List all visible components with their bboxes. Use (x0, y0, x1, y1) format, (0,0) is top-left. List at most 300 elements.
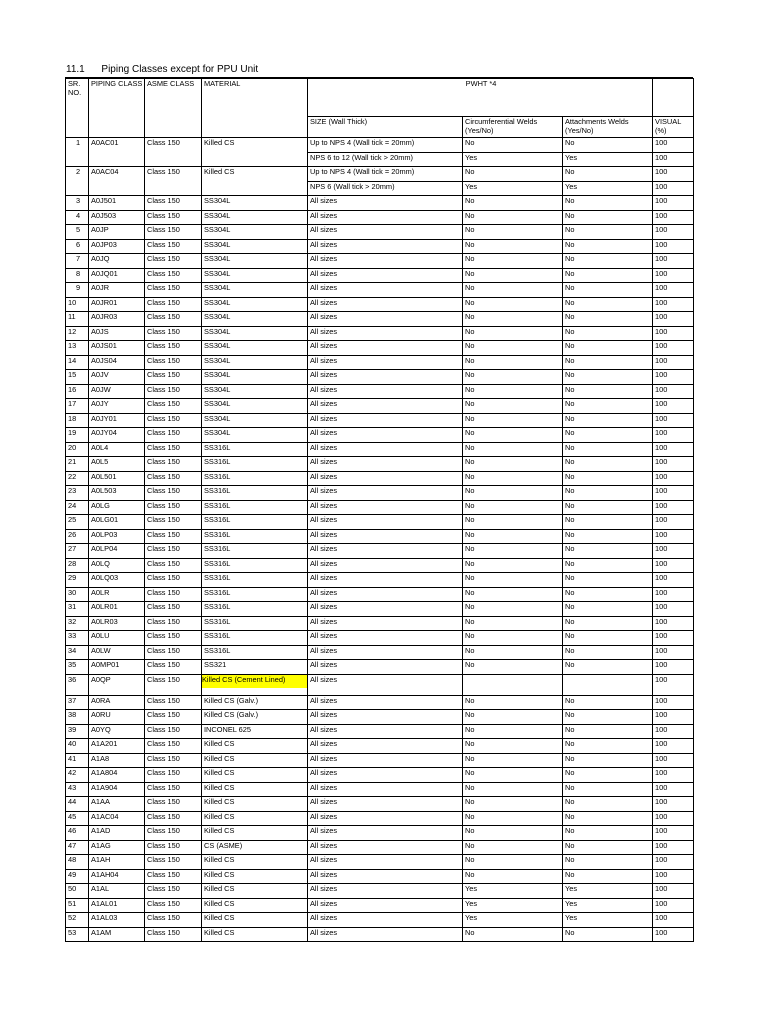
material-cell: SS304L (202, 326, 308, 341)
attachment-welds-cell: Yes (563, 913, 653, 928)
material-cell: SS316L (202, 602, 308, 617)
attachment-welds-cell: No (563, 239, 653, 254)
circumferential-welds-cell: No (463, 724, 563, 739)
visual-cell: 100 (653, 674, 694, 695)
attachment-welds-cell: No (563, 326, 653, 341)
size-cell: All sizes (308, 724, 463, 739)
piping-class-cell: A0LQ (89, 558, 145, 573)
header-attachment-welds: Attachments Welds (Yes/No) (563, 117, 653, 138)
material-cell: SS304L (202, 210, 308, 225)
circumferential-welds-cell: No (463, 811, 563, 826)
attachment-welds-cell: No (563, 724, 653, 739)
visual-cell: 100 (653, 268, 694, 283)
size-cell: All sizes (308, 855, 463, 870)
sr-no-cell: 20 (66, 442, 89, 457)
size-cell: All sizes (308, 826, 463, 841)
attachment-welds-cell: No (563, 399, 653, 414)
table-row (66, 927, 694, 942)
piping-class-cell: A0JP (89, 225, 145, 240)
piping-class-cell: A0LR01 (89, 602, 145, 617)
material-cell: SS304L (202, 413, 308, 428)
piping-class-cell: A0MP01 (89, 660, 145, 675)
sr-no-cell: 44 (66, 797, 89, 812)
size-cell: All sizes (308, 869, 463, 884)
sr-no-cell: 39 (66, 724, 89, 739)
table-row (66, 384, 694, 399)
table-row (66, 724, 694, 739)
table-row (66, 855, 694, 870)
attachment-welds-cell: No (563, 753, 653, 768)
asme-class-cell: Class 150 (145, 660, 202, 675)
visual-cell: 100 (653, 884, 694, 899)
attachment-welds-cell: No (563, 297, 653, 312)
asme-class-cell: Class 150 (145, 399, 202, 414)
sr-no-cell: 24 (66, 500, 89, 515)
visual-cell: 100 (653, 631, 694, 646)
table-row (66, 297, 694, 312)
visual-cell: 100 (653, 384, 694, 399)
attachment-welds-cell: No (563, 869, 653, 884)
attachment-welds-cell: No (563, 797, 653, 812)
visual-cell: 100 (653, 753, 694, 768)
table-row (66, 884, 694, 899)
sr-no-cell: 9 (66, 283, 89, 298)
visual-cell: 100 (653, 152, 694, 167)
size-cell: All sizes (308, 196, 463, 211)
visual-cell: 100 (653, 768, 694, 783)
table-row (66, 312, 694, 327)
attachment-welds-cell: Yes (563, 181, 653, 196)
sr-no-cell: 2 (66, 167, 89, 196)
visual-cell: 100 (653, 573, 694, 588)
material-cell: SS316L (202, 515, 308, 530)
visual-cell: 100 (653, 826, 694, 841)
circumferential-welds-cell: No (463, 710, 563, 725)
material-cell: SS316L (202, 544, 308, 559)
piping-class-cell: A0JS04 (89, 355, 145, 370)
visual-cell: 100 (653, 196, 694, 211)
piping-class-cell: A0JV (89, 370, 145, 385)
size-cell: NPS 6 to 12 (Wall tick > 20mm) (308, 152, 463, 167)
piping-class-cell: A0LG01 (89, 515, 145, 530)
circumferential-welds-cell: No (463, 370, 563, 385)
material-cell: SS316L (202, 616, 308, 631)
visual-cell: 100 (653, 312, 694, 327)
piping-class-cell: A0LP03 (89, 529, 145, 544)
size-cell: All sizes (308, 225, 463, 240)
visual-cell: 100 (653, 898, 694, 913)
asme-class-cell: Class 150 (145, 797, 202, 812)
sr-no-cell: 52 (66, 913, 89, 928)
circumferential-welds-cell: No (463, 695, 563, 710)
material-cell: Killed CS (202, 782, 308, 797)
visual-cell: 100 (653, 486, 694, 501)
material-cell: Killed CS (202, 739, 308, 754)
piping-class-cell: A0QP (89, 674, 145, 695)
attachment-welds-cell: No (563, 660, 653, 675)
sr-no-cell: 23 (66, 486, 89, 501)
circumferential-welds-cell: No (463, 602, 563, 617)
material-cell: INCONEL 625 (202, 724, 308, 739)
piping-class-cell: A0L4 (89, 442, 145, 457)
table-row (66, 225, 694, 240)
attachment-welds-cell: No (563, 457, 653, 472)
material-cell: SS316L (202, 471, 308, 486)
asme-class-cell: Class 150 (145, 500, 202, 515)
material-cell: SS304L (202, 297, 308, 312)
sr-no-cell: 11 (66, 312, 89, 327)
asme-class-cell: Class 150 (145, 529, 202, 544)
asme-class-cell: Class 150 (145, 297, 202, 312)
material-cell: SS316L (202, 500, 308, 515)
circumferential-welds-cell: No (463, 341, 563, 356)
sr-no-cell: 45 (66, 811, 89, 826)
piping-class-cell: A1AH (89, 855, 145, 870)
asme-class-cell: Class 150 (145, 826, 202, 841)
size-cell: Up to NPS 4 (Wall tick = 20mm) (308, 138, 463, 153)
size-cell: All sizes (308, 297, 463, 312)
table-row (66, 558, 694, 573)
material-cell: SS304L (202, 254, 308, 269)
header-asme-class: ASME CLASS (145, 79, 202, 138)
visual-cell: 100 (653, 739, 694, 754)
material-cell: Killed CS (202, 797, 308, 812)
asme-class-cell: Class 150 (145, 811, 202, 826)
asme-class-cell: Class 150 (145, 138, 202, 167)
material-cell: SS304L (202, 341, 308, 356)
material-cell: Killed CS (202, 884, 308, 899)
piping-class-cell: A0AC01 (89, 138, 145, 167)
sr-no-cell: 42 (66, 768, 89, 783)
size-cell: All sizes (308, 660, 463, 675)
sr-no-cell: 29 (66, 573, 89, 588)
piping-class-cell: A1A201 (89, 739, 145, 754)
material-cell: SS321 (202, 660, 308, 675)
header-pwht: PWHT *4 (308, 79, 653, 117)
size-cell: All sizes (308, 573, 463, 588)
sr-no-cell: 40 (66, 739, 89, 754)
piping-class-cell: A0L501 (89, 471, 145, 486)
material-cell: Killed CS (202, 811, 308, 826)
material-cell (202, 674, 308, 695)
sr-no-cell: 17 (66, 399, 89, 414)
asme-class-cell: Class 150 (145, 370, 202, 385)
size-cell: All sizes (308, 913, 463, 928)
material-cell: Killed CS (202, 768, 308, 783)
size-cell: All sizes (308, 341, 463, 356)
material-cell: Killed CS (202, 898, 308, 913)
piping-class-cell: A0LR (89, 587, 145, 602)
circumferential-welds-cell: No (463, 428, 563, 443)
circumferential-welds-cell: Yes (463, 898, 563, 913)
size-cell: All sizes (308, 471, 463, 486)
attachment-welds-cell: No (563, 486, 653, 501)
circumferential-welds-cell: No (463, 283, 563, 298)
highlight-mark: Killed CS (Cement Lined) (202, 675, 308, 688)
asme-class-cell: Class 150 (145, 558, 202, 573)
table-row (66, 811, 694, 826)
sr-no-cell: 49 (66, 869, 89, 884)
piping-class-cell: A0JR (89, 283, 145, 298)
sr-no-cell: 12 (66, 326, 89, 341)
table-row (66, 138, 694, 153)
visual-cell: 100 (653, 724, 694, 739)
size-cell: All sizes (308, 710, 463, 725)
section-title: Piping Classes except for PPU Unit (101, 64, 259, 75)
visual-cell: 100 (653, 167, 694, 182)
visual-cell: 100 (653, 239, 694, 254)
visual-cell: 100 (653, 782, 694, 797)
asme-class-cell: Class 150 (145, 840, 202, 855)
asme-class-cell: Class 150 (145, 225, 202, 240)
header-piping-class: PIPING CLASS (89, 79, 145, 138)
piping-class-cell: A1AD (89, 826, 145, 841)
size-cell: All sizes (308, 442, 463, 457)
asme-class-cell: Class 150 (145, 544, 202, 559)
sr-no-cell: 32 (66, 616, 89, 631)
circumferential-welds-cell: No (463, 355, 563, 370)
circumferential-welds-cell: No (463, 616, 563, 631)
visual-cell: 100 (653, 558, 694, 573)
material-cell: SS304L (202, 370, 308, 385)
circumferential-welds-cell: Yes (463, 152, 563, 167)
asme-class-cell: Class 150 (145, 573, 202, 588)
attachment-welds-cell: No (563, 384, 653, 399)
piping-class-cell: A1A904 (89, 782, 145, 797)
table-row (66, 869, 694, 884)
asme-class-cell: Class 150 (145, 602, 202, 617)
circumferential-welds-cell: No (463, 826, 563, 841)
attachment-welds-cell: No (563, 254, 653, 269)
visual-cell: 100 (653, 587, 694, 602)
material-cell: Killed CS (202, 167, 308, 196)
material-cell: SS316L (202, 558, 308, 573)
size-cell: All sizes (308, 312, 463, 327)
asme-class-cell: Class 150 (145, 210, 202, 225)
table-row (66, 529, 694, 544)
attachment-welds-cell: No (563, 811, 653, 826)
visual-cell: 100 (653, 515, 694, 530)
size-cell: All sizes (308, 254, 463, 269)
attachment-welds-cell: No (563, 225, 653, 240)
material-cell: Killed CS (Galv.) (202, 710, 308, 725)
size-cell: All sizes (308, 500, 463, 515)
header-visual: VISUAL (%) (653, 117, 694, 138)
material-cell: SS316L (202, 645, 308, 660)
material-cell: Killed CS (202, 869, 308, 884)
sr-no-cell: 1 (66, 138, 89, 167)
piping-class-cell: A0YQ (89, 724, 145, 739)
size-cell: All sizes (308, 695, 463, 710)
size-cell: All sizes (308, 210, 463, 225)
table-row (66, 616, 694, 631)
table-row (66, 370, 694, 385)
table-row (66, 645, 694, 660)
header-row (66, 79, 694, 117)
piping-class-cell: A0JY01 (89, 413, 145, 428)
circumferential-welds-cell: No (463, 384, 563, 399)
piping-class-cell: A0RU (89, 710, 145, 725)
material-cell: SS316L (202, 587, 308, 602)
table-row (66, 355, 694, 370)
circumferential-welds-cell: No (463, 515, 563, 530)
attachment-welds-cell: No (563, 840, 653, 855)
size-cell: All sizes (308, 283, 463, 298)
visual-cell: 100 (653, 529, 694, 544)
material-cell: Killed CS (202, 927, 308, 942)
size-cell: All sizes (308, 587, 463, 602)
material-cell: SS316L (202, 442, 308, 457)
sr-no-cell: 13 (66, 341, 89, 356)
table-row (66, 710, 694, 725)
attachment-welds-cell: No (563, 855, 653, 870)
size-cell: All sizes (308, 529, 463, 544)
asme-class-cell: Class 150 (145, 616, 202, 631)
piping-class-cell: A1A804 (89, 768, 145, 783)
asme-class-cell: Class 150 (145, 869, 202, 884)
size-cell: All sizes (308, 544, 463, 559)
material-cell: Killed CS (202, 753, 308, 768)
visual-cell: 100 (653, 869, 694, 884)
asme-class-cell: Class 150 (145, 457, 202, 472)
size-cell: All sizes (308, 602, 463, 617)
material-cell: SS304L (202, 196, 308, 211)
table-row (66, 457, 694, 472)
circumferential-welds-cell: No (463, 239, 563, 254)
asme-class-cell: Class 150 (145, 486, 202, 501)
size-cell: All sizes (308, 631, 463, 646)
sr-no-cell: 8 (66, 268, 89, 283)
piping-class-cell: A0JS01 (89, 341, 145, 356)
table-row (66, 840, 694, 855)
asme-class-cell: Class 150 (145, 645, 202, 660)
attachment-welds-cell: No (563, 355, 653, 370)
asme-class-cell: Class 150 (145, 695, 202, 710)
visual-cell: 100 (653, 616, 694, 631)
table-row (66, 167, 694, 182)
visual-cell: 100 (653, 710, 694, 725)
circumferential-welds-cell: No (463, 558, 563, 573)
table-row (66, 674, 694, 695)
circumferential-welds-cell: No (463, 544, 563, 559)
size-cell: All sizes (308, 268, 463, 283)
sr-no-cell: 15 (66, 370, 89, 385)
circumferential-welds-cell: No (463, 797, 563, 812)
visual-cell: 100 (653, 442, 694, 457)
attachment-welds-cell: No (563, 312, 653, 327)
size-cell: All sizes (308, 645, 463, 660)
sr-no-cell: 16 (66, 384, 89, 399)
visual-cell: 100 (653, 927, 694, 942)
attachment-welds-cell: No (563, 558, 653, 573)
table-row (66, 797, 694, 812)
asme-class-cell: Class 150 (145, 268, 202, 283)
sr-no-cell: 10 (66, 297, 89, 312)
visual-cell: 100 (653, 457, 694, 472)
asme-class-cell: Class 150 (145, 753, 202, 768)
sr-no-cell: 3 (66, 196, 89, 211)
header-circumferential-welds: Circumferential Welds (Yes/No) (463, 117, 563, 138)
asme-class-cell: Class 150 (145, 471, 202, 486)
piping-class-cell: A1AA (89, 797, 145, 812)
attachment-welds-cell: Yes (563, 884, 653, 899)
attachment-welds-cell: No (563, 442, 653, 457)
size-cell: All sizes (308, 616, 463, 631)
attachment-welds-cell: No (563, 167, 653, 182)
visual-cell: 100 (653, 210, 694, 225)
attachment-welds-cell: No (563, 544, 653, 559)
piping-class-cell: A0JY (89, 399, 145, 414)
circumferential-welds-cell: No (463, 927, 563, 942)
table-row (66, 695, 694, 710)
visual-cell: 100 (653, 913, 694, 928)
size-cell: All sizes (308, 370, 463, 385)
circumferential-welds-cell: No (463, 500, 563, 515)
table-row (66, 268, 694, 283)
material-cell: CS (ASME) (202, 840, 308, 855)
circumferential-welds-cell: No (463, 645, 563, 660)
asme-class-cell: Class 150 (145, 587, 202, 602)
asme-class-cell: Class 150 (145, 312, 202, 327)
size-cell: All sizes (308, 840, 463, 855)
table-row (66, 239, 694, 254)
table-row (66, 544, 694, 559)
piping-class-cell: A0L503 (89, 486, 145, 501)
asme-class-cell: Class 150 (145, 167, 202, 196)
piping-class-cell: A0LW (89, 645, 145, 660)
visual-cell: 100 (653, 297, 694, 312)
piping-class-cell: A0JR03 (89, 312, 145, 327)
circumferential-welds-cell: No (463, 399, 563, 414)
sr-no-cell: 46 (66, 826, 89, 841)
size-cell: Up to NPS 4 (Wall tick = 20mm) (308, 167, 463, 182)
material-cell: SS304L (202, 239, 308, 254)
table-row (66, 913, 694, 928)
material-cell: SS316L (202, 631, 308, 646)
size-cell: All sizes (308, 782, 463, 797)
attachment-welds-cell: No (563, 370, 653, 385)
asme-class-cell: Class 150 (145, 442, 202, 457)
material-cell: SS316L (202, 573, 308, 588)
visual-cell: 100 (653, 370, 694, 385)
table-row (66, 515, 694, 530)
attachment-welds-cell (563, 674, 653, 695)
material-cell: SS304L (202, 283, 308, 298)
asme-class-cell: Class 150 (145, 768, 202, 783)
size-cell: All sizes (308, 558, 463, 573)
visual-cell: 100 (653, 855, 694, 870)
size-cell: All sizes (308, 428, 463, 443)
material-cell: Killed CS (202, 913, 308, 928)
piping-class-cell: A0AC04 (89, 167, 145, 196)
attachment-welds-cell: No (563, 413, 653, 428)
material-cell: SS304L (202, 384, 308, 399)
piping-class-cell: A0L5 (89, 457, 145, 472)
sr-no-cell: 51 (66, 898, 89, 913)
size-cell: All sizes (308, 457, 463, 472)
size-cell: All sizes (308, 326, 463, 341)
attachment-welds-cell: No (563, 573, 653, 588)
sr-no-cell: 43 (66, 782, 89, 797)
attachment-welds-cell: Yes (563, 898, 653, 913)
piping-class-cell: A1AL (89, 884, 145, 899)
material-cell: SS316L (202, 457, 308, 472)
material-cell: Killed CS (202, 138, 308, 167)
sr-no-cell: 6 (66, 239, 89, 254)
sr-no-cell: 4 (66, 210, 89, 225)
circumferential-welds-cell: Yes (463, 181, 563, 196)
attachment-welds-cell: No (563, 210, 653, 225)
